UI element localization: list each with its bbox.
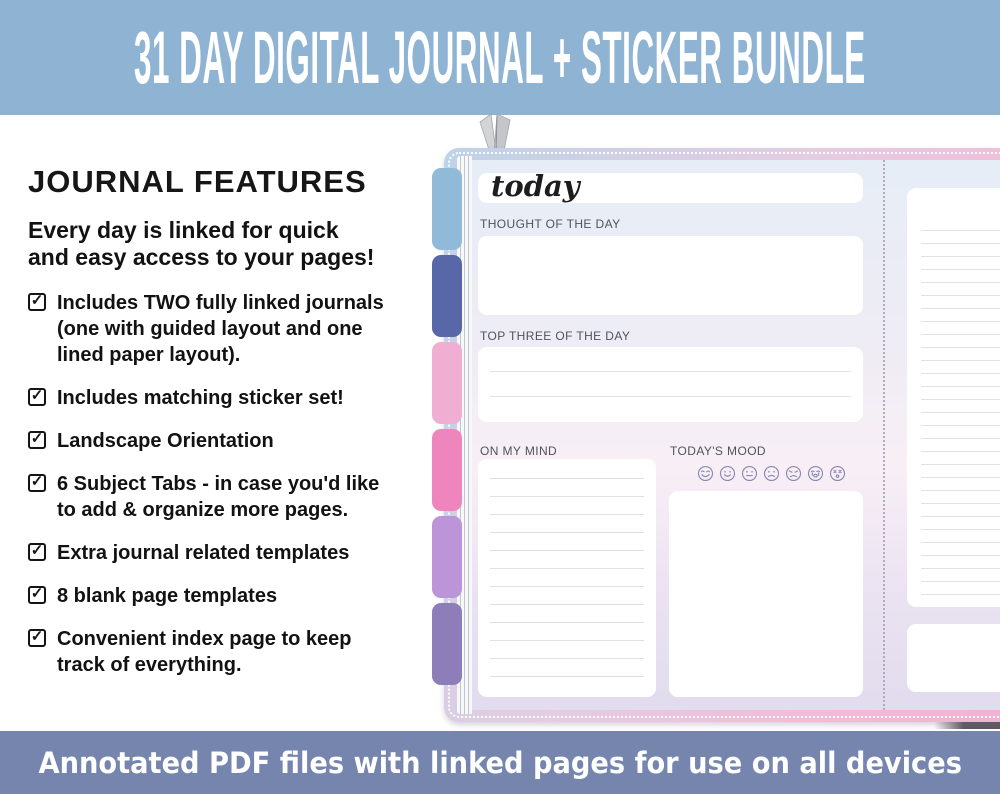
journal-tab-1 <box>432 168 462 250</box>
features-list <box>28 290 440 678</box>
writing-line <box>490 371 851 372</box>
checkbox-checked-icon: ✓ <box>28 388 46 406</box>
book-shadow <box>934 721 1000 729</box>
top-banner <box>0 0 1000 115</box>
feature-item-text: Includes TWO fully linked journals (one with guided layout and one lined paper layout). <box>57 292 384 366</box>
mood-smiling-icon <box>719 465 736 482</box>
feature-item <box>28 385 440 411</box>
writing-lines <box>490 461 644 685</box>
mood-notes-box <box>669 491 863 697</box>
checkbox-checked-icon: ✓ <box>28 543 46 561</box>
on-my-mind-box <box>478 459 656 697</box>
checkbox-checked-icon: ✓ <box>28 431 46 449</box>
thought-of-the-day-box <box>478 236 863 315</box>
section-label-on-my-mind: ON MY MIND <box>480 444 558 458</box>
top-three-box <box>478 347 863 422</box>
feature-item-text: 8 blank page templates <box>57 585 278 607</box>
top-banner-title: 31 DAY DIGITAL JOURNAL + STICKER BUNDLE <box>134 16 866 99</box>
journal-tab-6 <box>432 603 462 685</box>
feature-item <box>28 471 440 523</box>
lined-paper-box <box>907 188 1000 607</box>
spine-divider <box>883 160 885 710</box>
mood-dead-icon <box>829 465 846 482</box>
mood-angry-icon <box>785 465 802 482</box>
feature-item-text: Convenient index page to keep track of everything. <box>57 628 352 676</box>
features-subtitle: Every day is linked for quick and easy access to your pages! <box>28 217 375 270</box>
mood-frowning-icon <box>763 465 780 482</box>
feature-item-text: Includes matching sticker set! <box>57 387 344 409</box>
journal-tab-5 <box>432 516 462 598</box>
bottom-banner <box>0 731 1000 794</box>
feature-item <box>28 626 440 678</box>
mood-row <box>697 465 846 482</box>
journal-mockup <box>444 148 1000 722</box>
feature-item <box>28 540 440 566</box>
feature-item-text: 6 Subject Tabs - in case you'd like to add & organize more pages. <box>57 473 380 521</box>
writing-line <box>490 396 851 397</box>
journal-tab-3 <box>432 342 462 424</box>
features-title: JOURNAL FEATURES <box>28 164 367 199</box>
section-label-mood: TODAY'S MOOD <box>670 444 766 458</box>
section-label-top-three: TOP THREE OF THE DAY <box>480 329 631 343</box>
journal-tab-4 <box>432 429 462 511</box>
checkbox-checked-icon: ✓ <box>28 293 46 311</box>
bottom-banner-title: Annotated PDF files with linked pages for use on all devices <box>38 745 962 780</box>
mood-grinning-icon <box>697 465 714 482</box>
feature-item <box>28 428 440 454</box>
checkbox-checked-icon: ✓ <box>28 629 46 647</box>
feature-item-text: Extra journal related templates <box>57 542 350 564</box>
checkbox-checked-icon: ✓ <box>28 474 46 492</box>
notes-box <box>907 624 1000 692</box>
mood-neutral-icon <box>741 465 758 482</box>
today-title: today <box>491 169 580 203</box>
features-panel <box>28 164 440 695</box>
feature-item <box>28 290 440 368</box>
section-label-thought: THOUGHT OF THE DAY <box>480 217 621 231</box>
checkbox-checked-icon: ✓ <box>28 586 46 604</box>
journal-pages <box>472 160 1000 710</box>
journal-tab-2 <box>432 255 462 337</box>
feature-item <box>28 583 440 609</box>
today-title-bar <box>478 169 863 203</box>
feature-item-text: Landscape Orientation <box>57 430 274 452</box>
writing-lines <box>921 218 1000 597</box>
mood-crying-icon <box>807 465 824 482</box>
